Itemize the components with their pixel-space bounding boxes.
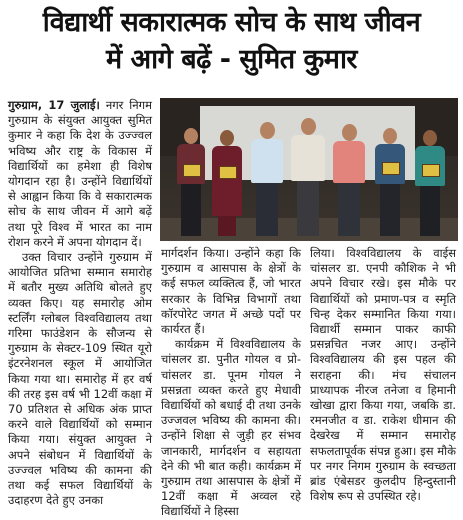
- event-photo: [160, 98, 458, 241]
- article-column-2: [161, 246, 301, 519]
- headline-line-1: विद्यार्थी सकारात्मक सोच के साथ जीवन: [42, 7, 421, 38]
- photo-person: [288, 118, 328, 238]
- article-paragraph: कार्यक्रम में विश्वविद्यालय के चांसलर डा. पुनीत गोयल व प्रो-चांसलर डा. पूनम गोयल ने प्रसन्नता व्यक्त करते हुए मेधावी विद्यार्थियों को बधाई दी तथा उनके उज्जवल भविष्य की कामना की। उन्होंने शिक्षा से जुड़ी हर संभव जानकारी, मार्गदर्शन व सहायता देने की भी बात कही। कार्यक्रम में गुरुग्राम तथा आसपास के क्षेत्रों में 12वीं कक्षा में अव्वल रहे विद्यार्थियों ने हिस्सा: [161, 337, 301, 519]
- article-paragraph: उक्त विचार उन्होंने गुरुग्राम में आयोजित प्रतिभा सम्मान समारोह में बतौर मुख्य अतिथि बोलते हुए व्यक्त किए। यह समारोह ओम स्टर्लिंग ग्लोबल विश्वविद्यालय तथा गरिमा फाउंडेशन के सौजन्य से गुरुग्राम के सेक्टर-109 स्थित यूरो इंटरनेशनल स्कूल में आयोजित किया गया था। समारोह में हर वर्ष की तरह इस वर्ष भी 12वीं कक्षा में 70 प्रतिशत से अधिक अंक प्राप्त करने वाले विद्यार्थियों को सम्मान किया गया। संयुक्त आयुक्त ने अपने संबोधन में विद्यार्थियों के उज्ज्वल भविष्य की कामना की तथा कई सफल विद्यार्थियों के उदाहरण देते हुए उनका: [8, 250, 152, 508]
- headline-line-2: में आगे बढ़ें - सुमित कुमार: [106, 44, 357, 75]
- memento-plaque: [422, 164, 440, 177]
- photo-person: [248, 122, 286, 238]
- photo-person: [330, 124, 368, 238]
- dateline: गुरुग्राम, 17 जुलाई।: [8, 98, 100, 112]
- article-paragraph: मार्गदर्शन किया। उन्होंने कहा कि गुरुग्राम व आसपास के क्षेत्रों के कई सफल व्यक्तित्व हैं, जो भारत सरकार के विभिन्न विभागों तथा कॉरपोरेट जगत में अच्छे पदों पर कार्यरत हैं।: [161, 246, 301, 337]
- memento-plaque: [183, 164, 201, 177]
- photo-person: [412, 130, 448, 238]
- article-paragraph: [8, 98, 152, 250]
- article-column-1: [8, 98, 153, 508]
- memento-plaque: [219, 166, 237, 179]
- article-column-3: [310, 246, 456, 504]
- article-paragraph-text: नगर निगम गुरुग्राम के संयुक्त आयुक्त सुमित कुमार ने कहा कि देश के उज्ज्वल भविष्य और राष्ट्र के विकास में विद्यार्थियों का हमेशा ही विशेष योगदान रहा है। उन्होंने विद्यार्थियों से आह्वान किया कि वे सकारात्मक सोच के साथ जीवन में आगे बढ़ें तथा पूरे विश्व में भारत का नाम रोशन करने में अपना योगदान दें।: [8, 98, 153, 249]
- article-paragraph: लिया। विश्वविद्यालय के वाईस चांसलर डा. एनपी कौशिक ने भी अपने विचार रखे। इस मौके पर विद्यार्थियों को प्रमाण-पत्र व स्मृति चिन्ह देकर सम्मानित किया गया। विद्यार्थी सम्मान पाकर काफी प्रसन्नचित नजर आए। उन्होंने विश्वविद्यालय की इस पहल की सराहना की। मंच संचालन प्राध्यापक नीरज तनेजा व हिमानी खोखा द्वारा किया गया, जबकि डा. रमनजीत व डा. राकेश धीमान की देखरेख में सम्मान समारोह सफलतापूर्वक संपन्न हुआ। इस मौके पर नगर निगम गुरुग्राम के स्वच्छता ब्रांड एंबेसडर कुलदीप हिन्दुस्तानी विशेष रूप से उपस्थित रहे।: [310, 246, 456, 504]
- photo-person: [210, 130, 244, 238]
- headline: [0, 4, 463, 78]
- photo-person: [372, 128, 408, 238]
- photo-person: [174, 128, 208, 238]
- memento-plaque: [382, 162, 400, 175]
